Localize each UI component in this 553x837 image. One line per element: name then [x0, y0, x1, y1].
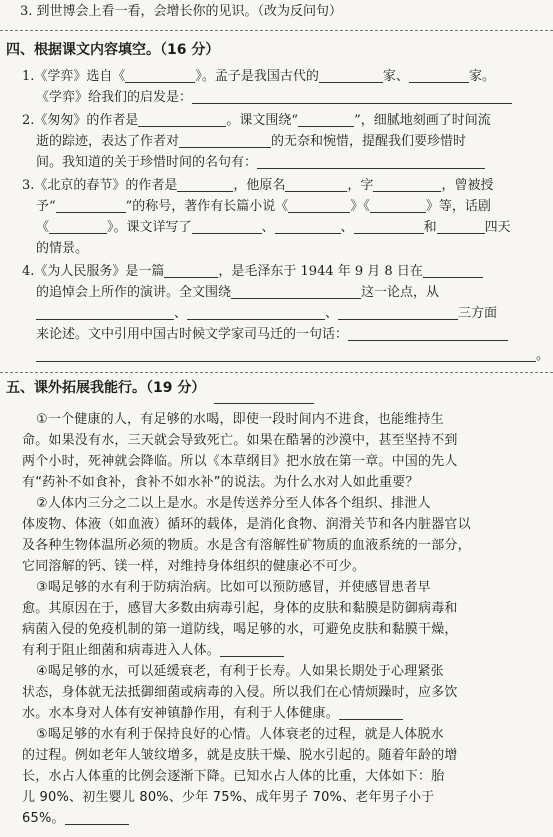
dashed-divider: [0, 30, 553, 31]
s4-item4-line4: 来论述。文中引用中国古时候文学家司马迁的一句话：: [36, 325, 508, 345]
answer-blank[interactable]: [36, 347, 536, 362]
answer-blank[interactable]: [298, 112, 354, 127]
answer-blank[interactable]: [231, 284, 361, 299]
answer-blank[interactable]: [220, 642, 284, 657]
s4-item4-line3: 、 、 三方面: [36, 304, 497, 324]
s4-item1-line1: 1.《学弈》选自《 》。孟子是我国古代的 家、 家。: [22, 69, 495, 84]
dashed-divider: [0, 372, 553, 373]
answer-blank[interactable]: [179, 133, 271, 148]
answer-blank[interactable]: [354, 219, 424, 234]
s4-item3-line3: 《 》。课文详写了 、 、 和 四天: [36, 220, 511, 235]
answer-blank[interactable]: [192, 89, 512, 104]
answer-blank[interactable]: [36, 305, 174, 320]
s4-item1-line2: 《学弈》给我们的启发是：: [36, 88, 512, 108]
answer-blank[interactable]: [339, 705, 403, 720]
title-blank[interactable]: [214, 389, 314, 404]
s4-item2-line1: 2.《匆匆》的作者是 。课文围绕“ ”，细腻地刻画了时间流: [22, 113, 491, 128]
question-3: 3. 到世博会上看一看，会增长你的见识。（改为反问句）: [20, 4, 343, 19]
s4-item3-line4: 的情景。: [36, 241, 89, 256]
answer-blank[interactable]: [192, 219, 262, 234]
answer-blank[interactable]: [125, 68, 195, 83]
answer-blank[interactable]: [138, 112, 226, 127]
answer-blank[interactable]: [437, 219, 485, 234]
s4-item4-line2: 的追悼会上所作的演讲。全文围绕 这一论点，从: [36, 285, 440, 300]
s4-item3-line1: 3.《北京的春节》的作者是 ，他原名 ，字 ，曾被授: [22, 178, 494, 193]
answer-blank[interactable]: [65, 810, 129, 825]
answer-blank[interactable]: [285, 177, 347, 192]
answer-blank[interactable]: [187, 305, 325, 320]
answer-blank[interactable]: [423, 263, 483, 278]
answer-blank[interactable]: [164, 263, 218, 278]
answer-blank[interactable]: [409, 68, 469, 83]
section-4-title: 四、根据课文内容填空。（16 分）: [6, 42, 220, 58]
answer-blank[interactable]: [288, 198, 350, 213]
answer-blank[interactable]: [177, 177, 233, 192]
s4-item2-line3: 间。我知道的关于珍惜时间的名句有：: [36, 153, 485, 173]
answer-blank[interactable]: [56, 198, 126, 213]
s4-item3-line2: 予“ ”的称号，著作有长篇小说《 》《 》等，话剧: [36, 199, 491, 214]
s4-item4-line5: 。: [36, 346, 549, 366]
s4-item4-line1: 4.《为人民服务》是一篇 ，是毛泽东于 1944 年 9 月 8 日在: [22, 262, 483, 282]
answer-blank[interactable]: [319, 68, 383, 83]
s4-item2-line2: 逝的踪迹，表达了作者对 的无奈和惋惜，提醒我们要珍惜时: [36, 134, 467, 149]
answer-blank[interactable]: [275, 219, 341, 234]
answer-blank[interactable]: [257, 154, 485, 169]
answer-blank[interactable]: [348, 326, 508, 341]
answer-blank[interactable]: [370, 198, 426, 213]
answer-blank[interactable]: [49, 219, 107, 234]
section-5-title: 五、课外拓展我能行。（19 分）: [6, 380, 206, 396]
answer-blank[interactable]: [373, 177, 441, 192]
answer-blank[interactable]: [338, 305, 458, 320]
